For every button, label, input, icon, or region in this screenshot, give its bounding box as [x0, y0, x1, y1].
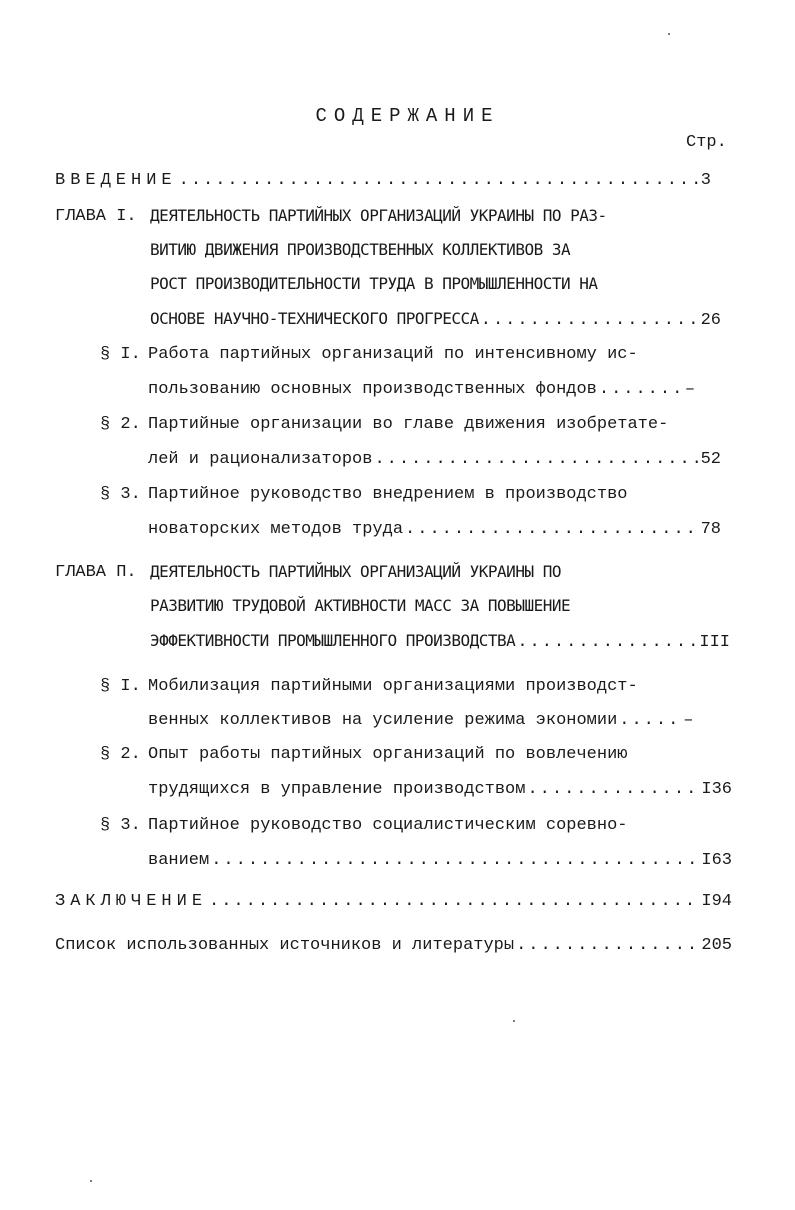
toc-entry-intro [55, 172, 711, 189]
sources-label: Список использованных источников и литературы [55, 936, 515, 955]
chapter2-page: III [699, 633, 730, 652]
toc-entry-sources [55, 937, 732, 954]
chapter1-page: 26 [700, 311, 721, 330]
chapter2-prefix: ГЛАВА П. [55, 563, 137, 582]
chapter1-title-line3: РОСТ ПРОИЗВОДИТЕЛЬНОСТИ ТРУДА В ПРОМЫШЛЕННОСТИ НА [150, 274, 598, 293]
section-text: Опыт работы партийных организаций по вовлечению [148, 745, 628, 764]
chapter2-title-line2: РАЗВИТИЮ ТРУДОВОЙ АКТИВНОСТИ МАСС ЗА ПОВЫШЕНИЕ [150, 596, 571, 615]
section-text-cont: ванием [148, 851, 210, 870]
section-1-2 [100, 416, 668, 433]
section-text-cont: трудящихся в управление производством [148, 780, 526, 799]
section-text: Партийное руководство социалистическим соревно- [148, 816, 628, 835]
section-2-2-cont [148, 781, 732, 798]
chapter1-title-last: ОСНОВЕ НАУЧНО-ТЕХНИЧЕСКОГО ПРОГРЕССА [150, 309, 479, 328]
section-text-cont: новаторских методов труда [148, 520, 404, 539]
leader-dots [481, 312, 699, 329]
chapter1-title-line1: ДЕЯТЕЛЬНОСТЬ ПАРТИЙНЫХ ОРГАНИЗАЦИЙ УКРАИНЫ ПО РАЗ- [150, 206, 607, 225]
section-1-3-cont [148, 521, 721, 538]
leader-dots [599, 381, 683, 398]
chapter1-title-line4 [150, 311, 721, 329]
leader-dots [211, 852, 699, 869]
page-column-label: Стр. [686, 133, 727, 152]
section-mark: § 2. [100, 415, 141, 434]
section-1-3 [100, 486, 627, 503]
chapter2-title-line3 [150, 633, 730, 651]
section-page: – [684, 380, 696, 399]
section-mark: § I. [100, 677, 141, 696]
section-text-cont: венных коллективов на усиление режима экономии [148, 711, 618, 730]
leader-dots [209, 893, 699, 910]
chapter1-prefix: ГЛАВА I. [55, 207, 137, 226]
intro-page: 3 [700, 171, 711, 190]
conclusion-label: ЗАКЛЮЧЕНИЕ [55, 892, 208, 911]
leader-dots [516, 937, 699, 954]
section-2-2 [100, 746, 627, 763]
section-text: Работа партийных организаций по интенсивному ис- [148, 345, 638, 364]
scan-speck [513, 1020, 515, 1022]
chapter2-title-line1: ДЕЯТЕЛЬНОСТЬ ПАРТИЙНЫХ ОРГАНИЗАЦИЙ УКРАИНЫ ПО [150, 562, 561, 581]
section-text: Партийные организации во главе движения изобретате- [148, 415, 669, 434]
section-text-cont: лей и рационализаторов [148, 450, 373, 469]
section-1-1 [100, 346, 638, 363]
section-text: Мобилизация партийными организациями производст- [148, 677, 638, 696]
section-text-cont: пользованию основных производственных фондов [148, 380, 597, 399]
section-page: I63 [701, 851, 732, 870]
chapter2-title-last: ЭФФЕКТИВНОСТИ ПРОМЫШЛЕННОГО ПРОИЗВОДСТВА [150, 631, 516, 650]
leader-dots [619, 712, 681, 729]
section-2-3 [100, 817, 627, 834]
section-2-3-cont [148, 852, 732, 869]
leader-dots [179, 172, 699, 189]
scan-speck [90, 1180, 92, 1182]
section-mark: § 3. [100, 816, 141, 835]
section-page: I36 [701, 780, 732, 799]
section-2-1-cont [148, 712, 722, 729]
section-2-1 [100, 678, 638, 695]
section-mark: § I. [100, 345, 141, 364]
leader-dots [517, 634, 697, 651]
scan-speck [668, 33, 670, 35]
toc-entry-conclusion [55, 893, 732, 910]
intro-label: ВВЕДЕНИЕ [55, 171, 177, 190]
section-1-2-cont [148, 451, 721, 468]
section-page: 52 [700, 450, 721, 469]
section-page: 78 [700, 520, 721, 539]
sources-page: 205 [701, 936, 732, 955]
section-mark: § 2. [100, 745, 141, 764]
chapter1-title-line2: ВИТИЮ ДВИЖЕНИЯ ПРОИЗВОДСТВЕННЫХ КОЛЛЕКТИВОВ ЗА [150, 240, 571, 259]
leader-dots [374, 451, 698, 468]
section-page: – [683, 711, 694, 730]
section-mark: § 3. [100, 485, 141, 504]
section-text: Партийное руководство внедрением в производство [148, 485, 628, 504]
page-title: СОДЕРЖАНИЕ [315, 105, 500, 127]
leader-dots [527, 781, 699, 798]
conclusion-page: I94 [701, 892, 732, 911]
section-1-1-cont [148, 381, 722, 398]
leader-dots [405, 521, 699, 538]
